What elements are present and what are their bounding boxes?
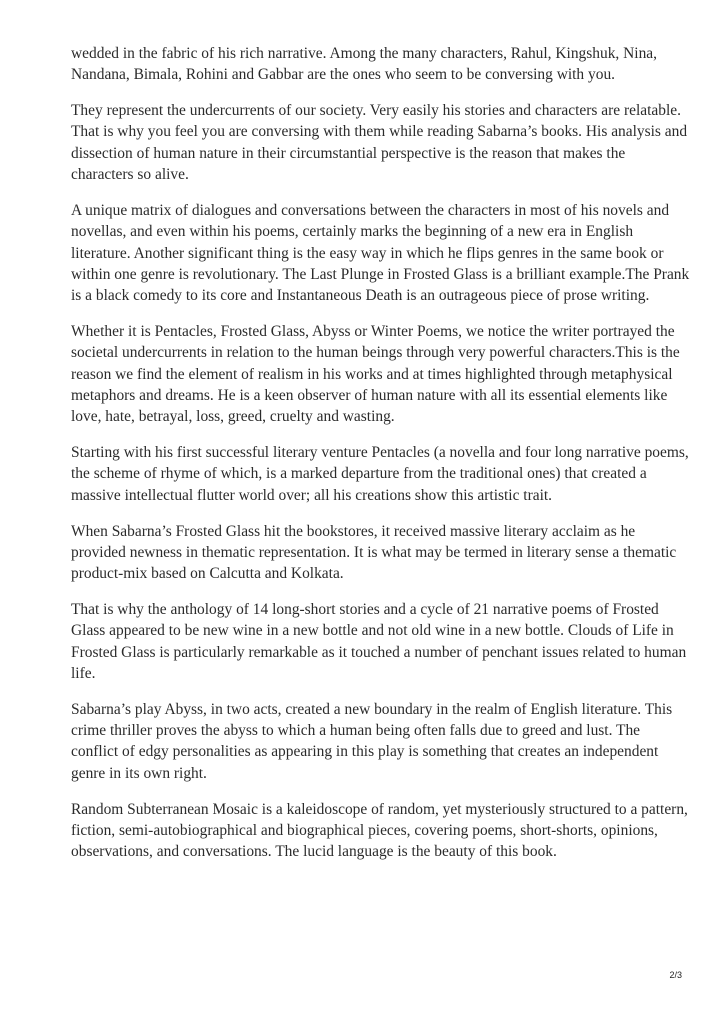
paragraph-frosted-glass-acclaim: When Sabarna’s Frosted Glass hit the bookstores, it received massive literary acclaim as he provided newness in thematic representation. It is what may be termed in literary sense a thematic product-mix based on Calcutta and Kolkata. [71,522,677,583]
paragraph-frosted-glass-anthology: That is why the anthology of 14 long-short stories and a cycle of 21 narrative poems of Frosted Glass appeared to be new wine in a new bottle and not old wine in a new bottle. Clouds of Life in Frosted Glass is particularly remarkable as it touched a number of penchant issues related to human life. [71,601,687,682]
paragraph-realism: Whether it is Pentacles, Frosted Glass, Abyss or Winter Poems, we notice the writer portrayed the societal undercurrents in relation to the human beings through very powerful characters.This is the reason we find the element of realism in his works and at times highlighted through metaphysical metaphors and dreams. He is a keen observer of human nature with all its essential elements like love, hate, betrayal, loss, greed, cruelty and wasting. [71,323,680,426]
paragraph-undercurrents: They represent the undercurrents of our society. Very easily his stories and characters are relatable. That is why you feel you are conversing with them while reading Sabarna’s books. His analysis and dissection of human nature in their circumstantial perspective is the reason that makes the characters so alive. [71,102,688,184]
paragraph-abyss: Sabarna’s play Abyss, in two acts, created a new boundary in the realm of English literature. This crime thriller proves the abyss to which a human being often falls due to greed and lust. The conflict of edgy personalities as appearing in this play is something that creates an independent genre in its own right. [71,700,673,782]
document-body [71,43,691,877]
paragraph-pentacles: Starting with his first successful literary venture Pentacles (a novella and four long narrative poems, the scheme of rhyme of which, is a marked departure from the traditional ones) that created a massive intellectual flutter world over; all his creations show this artistic trait. [71,444,689,504]
paragraph-random-subterranean-mosaic: Random Subterranean Mosaic is a kaleidoscope of random, yet mysteriously structured to a pattern, fiction, semi-autobiographical and biographical pieces, covering poems, short-shorts, opinions, observations, and conversations. The lucid language is the beauty of this book. [71,800,688,861]
paragraph-dialogue-matrix: A unique matrix of dialogues and conversations between the characters in most of his novels and novellas, and even within his poems, certainly marks the beginning of a new era in English literature. Another significant thing is the easy way in which he flips genres in the same book or within one genre is revolutionary. The Last Plunge in Frosted Glass is a brilliant example.The Prank is a black comedy to its core and Instantaneous Death is an outrageous piece of prose writing. [71,201,690,305]
paragraph-characters: wedded in the fabric of his rich narrative. Among the many characters, Rahul, Kingshuk, Nina, Nandana, Bimala, Rohini and Gabbar are the ones who seem to be conversing with you. [71,45,658,84]
page-number: 2/3 [669,970,682,980]
